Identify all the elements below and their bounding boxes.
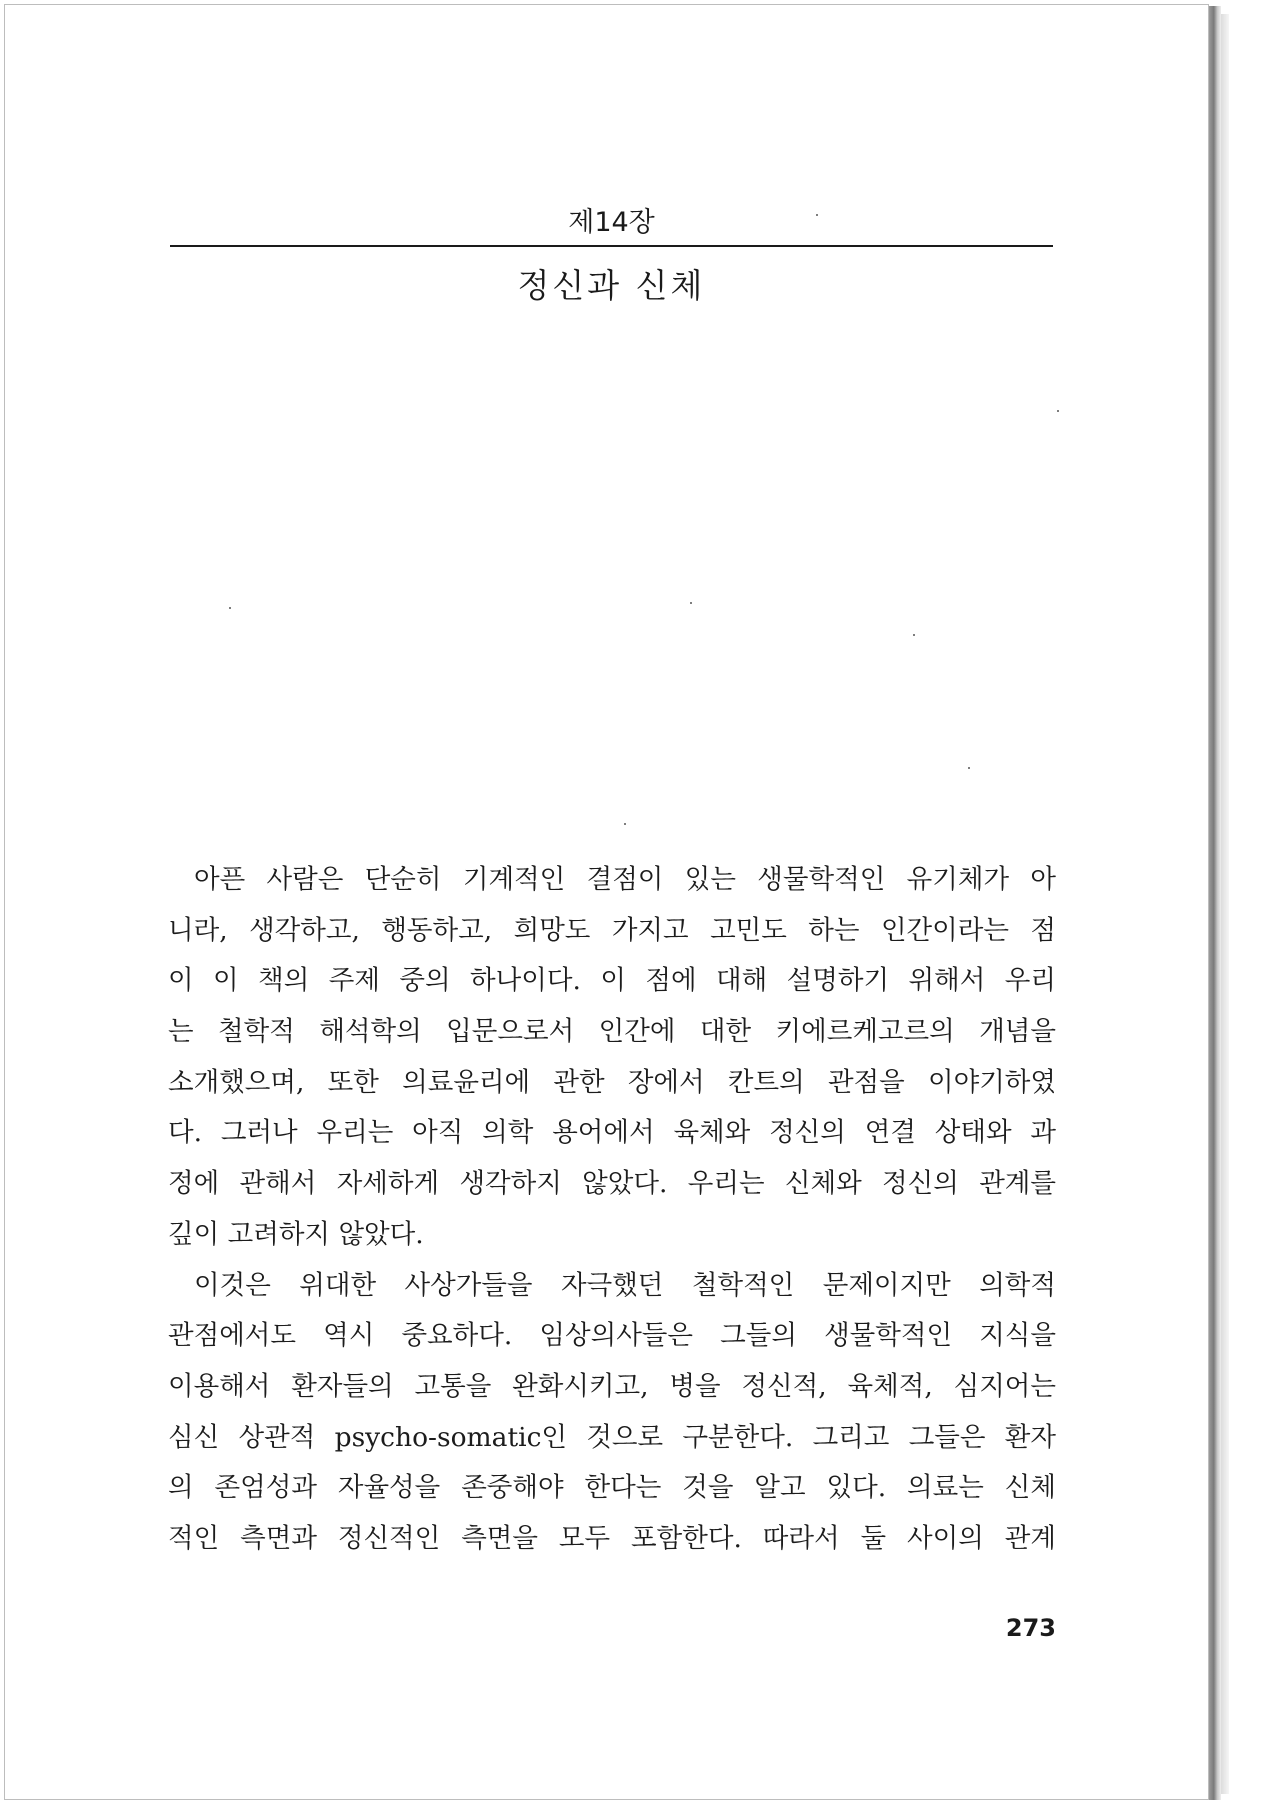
body-line: 다. 그러나 우리는 아직 의학 용어에서 육체와 정신의 연결 상태와 과 bbox=[168, 1117, 1056, 1149]
body-line: 이 이 책의 주제 중의 하나이다. 이 점에 대해 설명하기 위해서 우리 bbox=[168, 965, 1056, 997]
body-line: 소개했으며, 또한 의료윤리에 관한 장에서 칸트의 관점을 이야기하였 bbox=[168, 1066, 1056, 1098]
body-line: 깊이 고려하지 않았다. bbox=[168, 1218, 424, 1250]
body-line: 정에 관해서 자세하게 생각하지 않았다. 우리는 신체와 정신의 관계를 bbox=[168, 1168, 1056, 1200]
body-line: 이것은 위대한 사상가들을 자극했던 철학적인 문제이지만 의학적 bbox=[194, 1269, 1056, 1301]
scan-speck bbox=[913, 634, 915, 636]
page-edge-shadow bbox=[1209, 6, 1221, 1800]
chapter-divider bbox=[170, 245, 1053, 247]
scan-speck bbox=[968, 767, 970, 769]
body-line: 니라, 생각하고, 행동하고, 희망도 가지고 고민도 하는 인간이라는 점 bbox=[168, 914, 1056, 946]
body-line: 이용해서 환자들의 고통을 완화시키고, 병을 정신적, 육체적, 심지어는 bbox=[168, 1370, 1056, 1402]
body-line: 관점에서도 역시 중요하다. 임상의사들은 그들의 생물학적인 지식을 bbox=[168, 1320, 1056, 1352]
scan-speck bbox=[816, 214, 818, 216]
body-line: 심신 상관적 psycho-somatic인 것으로 구분한다. 그리고 그들은 환자 bbox=[168, 1421, 1056, 1453]
scan-speck bbox=[690, 602, 692, 604]
chapter-number: 제14장 bbox=[568, 207, 655, 238]
body-line: 는 철학적 해석학의 입문으로서 인간에 대한 키에르케고르의 개념을 bbox=[168, 1016, 1056, 1048]
page-edge-highlight bbox=[1221, 14, 1229, 1794]
body-line: 의 존엄성과 자율성을 존중해야 한다는 것을 알고 있다. 의료는 신체 bbox=[168, 1472, 1056, 1504]
body-text bbox=[168, 855, 1056, 1565]
body-line: 적인 측면과 정신적인 측면을 모두 포함한다. 따라서 둘 사이의 관계 bbox=[168, 1522, 1056, 1554]
chapter-title: 정신과 신체 bbox=[517, 266, 706, 305]
scan-speck bbox=[624, 823, 626, 825]
scan-speck bbox=[229, 607, 231, 609]
body-line: 아픈 사람은 단순히 기계적인 결점이 있는 생물학적인 유기체가 아 bbox=[194, 864, 1056, 895]
page-number: 273 bbox=[1005, 1614, 1056, 1642]
scan-speck bbox=[1057, 410, 1059, 412]
